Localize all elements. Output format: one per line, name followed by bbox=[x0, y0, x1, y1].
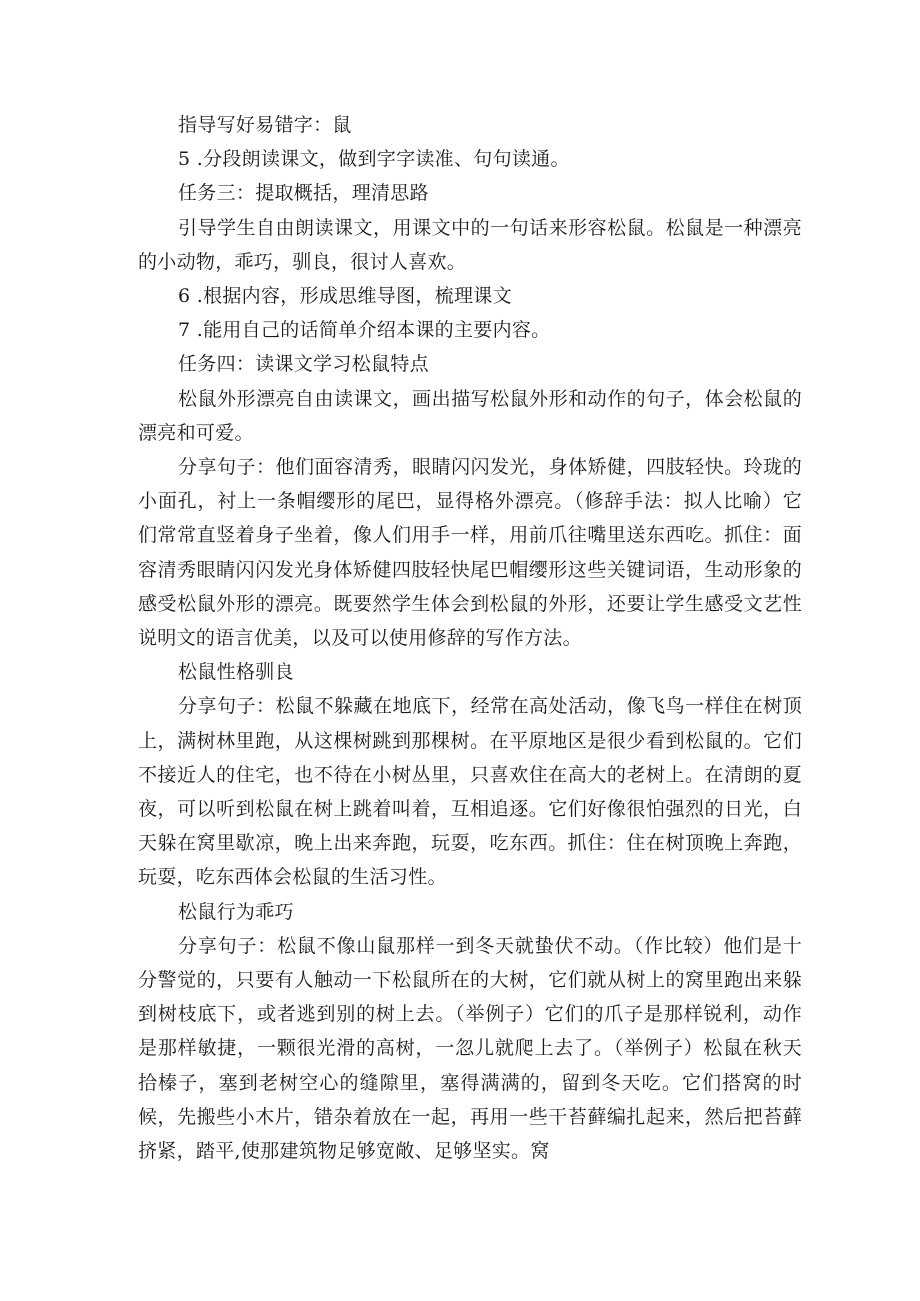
paragraph-instruction-character: 指导写好易错字：鼠 bbox=[178, 114, 352, 136]
paragraph-task-3-heading: 任务三：提取概括，理清思路 bbox=[178, 182, 429, 205]
paragraph-appearance-sentences: 分享句子：他们面容清秀，眼睛闪闪发光，身体矫健，四肢轻快。玲珑的小面孔，衬上一条帽缨形的尾巴，显得格外漂亮。（修辞手法：拟人比喻）它们常常直竖着身子坐着，像人们用手一样，用前爪往嘴里送东西吃。抓住：面容清秀眼睛闪闪发光身体矫健四肢轻快尾巴帽缨形这些关键词语，生动形象的感受松鼠外形的漂亮。既要然学生体会到松鼠的外形，还要让学生感受文艺性说明文的语言优美，以及可以使用修辞的写作方法。 bbox=[138, 456, 802, 650]
paragraph-step-5: 5 .分段朗读课文，做到字字读准、句句读通。 bbox=[178, 148, 570, 171]
paragraph-step-7: 7 .能用自己的话简单介绍本课的主要内容。 bbox=[178, 319, 551, 342]
paragraph-behavior-sentences: 分享句子：松鼠不像山鼠那样一到冬天就蛰伏不动。（作比较）他们是十分警觉的，只要有人触动一下松鼠所在的大树，它们就从树上的窝里跑出来躲到树枝底下，或者逃到别的树上去。（举例子）它们的爪子是那样锐利，动作是那样敏捷，一颗很光滑的高树，一忽儿就爬上去了。（举例子）松鼠在秋天拾榛子，塞到老树空心的缝隙里，塞得满满的，留到冬天吃。它们搭窝的时候，先搬些小木片，错杂着放在一起，再用一些干苔藓编扎起来，然后把苔藓挤紧，踏平,使那建筑物足够宽敞、足够坚实。窝 bbox=[138, 934, 802, 1163]
paragraph-step-6: 6 .根据内容，形成思维导图，梳理课文 bbox=[178, 285, 512, 308]
paragraph-appearance-intro: 松鼠外形漂亮自由读课文，画出描写松鼠外形和动作的句子，体会松鼠的漂亮和可爱。 bbox=[138, 387, 802, 444]
paragraph-behavior-heading: 松鼠行为乖巧 bbox=[178, 900, 294, 923]
paragraph-guide-reading: 引导学生自由朗读课文，用课文中的一句话来形容松鼠。松鼠是一种漂亮的小动物，乖巧，驯良，很讨人喜欢。 bbox=[138, 216, 802, 273]
paragraph-temperament-sentences: 分享句子：松鼠不躲藏在地底下，经常在高处活动，像飞鸟一样住在树顶上，满树林里跑，从这棵树跳到那棵树。在平原地区是很少看到松鼠的。它们不接近人的住宅，也不待在小树丛里，只喜欢住在高大的老树上。在清朗的夏夜，可以听到松鼠在树上跳着叫着，互相追逐。它们好像很怕强烈的日光，白天躲在窝里歇凉，晚上出来奔跑，玩耍，吃东西。抓住：住在树顶晚上奔跑，玩耍，吃东西体会松鼠的生活习性。 bbox=[138, 695, 802, 889]
paragraph-temperament-heading: 松鼠性格驯良 bbox=[178, 661, 294, 684]
paragraph-task-4-heading: 任务四：读课文学习松鼠特点 bbox=[178, 353, 429, 376]
document-body bbox=[138, 108, 802, 1168]
